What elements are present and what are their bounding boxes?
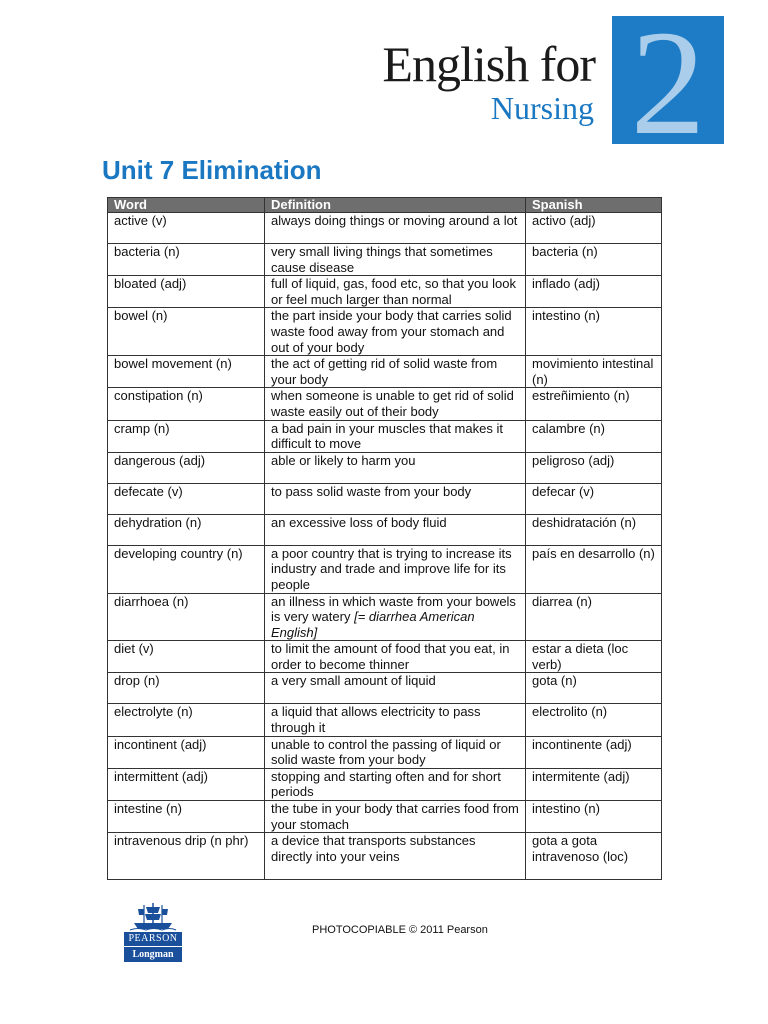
book-title: English for (382, 36, 595, 92)
word-cell: bowel movement (n) (108, 356, 265, 388)
word-cell: bacteria (n) (108, 244, 265, 276)
spanish-cell: electrolito (n) (526, 704, 662, 736)
word-cell: drop (n) (108, 673, 265, 704)
spanish-cell: gota a gota intravenoso (loc) (526, 833, 662, 880)
table-row (108, 213, 662, 244)
word-cell: bowel (n) (108, 308, 265, 356)
definition-cell: very small living things that sometimes cause disease (265, 244, 526, 276)
word-cell: constipation (n) (108, 388, 265, 420)
table-row (108, 641, 662, 673)
table-row (108, 483, 662, 514)
spanish-cell: diarrea (n) (526, 593, 662, 641)
table-row (108, 244, 662, 276)
definition-cell: the tube in your body that carries food from your stomach (265, 801, 526, 833)
definition-cell: full of liquid, gas, food etc, so that you look or feel much larger than normal (265, 276, 526, 308)
definition-cell: unable to control the passing of liquid or solid waste from your body (265, 736, 526, 768)
word-cell: dangerous (adj) (108, 452, 265, 483)
table-row (108, 308, 662, 356)
table-row (108, 388, 662, 420)
header-definition: Definition (265, 198, 526, 213)
volume-badge (612, 16, 724, 144)
copyright-text: PHOTOCOPIABLE © 2011 Pearson (312, 924, 488, 936)
definition-cell: a device that transports substances directly into your veins (265, 833, 526, 880)
word-cell: developing country (n) (108, 545, 265, 593)
table-row (108, 420, 662, 452)
spanish-cell: inflado (adj) (526, 276, 662, 308)
glossary-table (107, 197, 662, 880)
definition-cell: an excessive loss of body fluid (265, 514, 526, 545)
table-row (108, 545, 662, 593)
book-subtitle: Nursing (490, 90, 594, 126)
spanish-cell: calambre (n) (526, 420, 662, 452)
table-row (108, 736, 662, 768)
definition-cell: always doing things or moving around a lot (265, 213, 526, 244)
spanish-cell: peligroso (adj) (526, 452, 662, 483)
definition-cell: the act of getting rid of solid waste from your body (265, 356, 526, 388)
word-cell: bloated (adj) (108, 276, 265, 308)
definition-note: [= diarrhea American English] (271, 609, 475, 640)
spanish-cell: estar a dieta (loc verb) (526, 641, 662, 673)
spanish-cell: defecar (v) (526, 483, 662, 514)
word-cell: active (v) (108, 213, 265, 244)
table-row (108, 704, 662, 736)
spanish-cell: intestino (n) (526, 308, 662, 356)
word-cell: intermittent (adj) (108, 768, 265, 800)
word-cell: dehydration (n) (108, 514, 265, 545)
definition-cell: a bad pain in your muscles that makes it difficult to move (265, 420, 526, 452)
spanish-cell: estreñimiento (n) (526, 388, 662, 420)
definition-cell: to limit the amount of food that you eat, in order to become thinner (265, 641, 526, 673)
definition-cell: to pass solid waste from your body (265, 483, 526, 514)
word-cell: intestine (n) (108, 801, 265, 833)
word-cell: electrolyte (n) (108, 704, 265, 736)
header-spanish: Spanish (526, 198, 662, 213)
table-row (108, 801, 662, 833)
word-cell: intravenous drip (n phr) (108, 833, 265, 880)
definition-cell: stopping and starting often and for short periods (265, 768, 526, 800)
word-cell: defecate (v) (108, 483, 265, 514)
table-row (108, 768, 662, 800)
definition-cell: able or likely to harm you (265, 452, 526, 483)
unit-title: Unit 7 Elimination (102, 155, 322, 185)
logo-longman: Longman (124, 947, 182, 962)
table-row (108, 593, 662, 641)
table-header-row (108, 198, 662, 213)
table-row (108, 514, 662, 545)
volume-number: 2 (630, 16, 706, 144)
spanish-cell: gota (n) (526, 673, 662, 704)
header-word: Word (108, 198, 265, 213)
word-cell: incontinent (adj) (108, 736, 265, 768)
table-row (108, 356, 662, 388)
spanish-cell: movimiento intestinal (n) (526, 356, 662, 388)
spanish-cell: incontinente (adj) (526, 736, 662, 768)
spanish-cell: activo (adj) (526, 213, 662, 244)
spanish-cell: bacteria (n) (526, 244, 662, 276)
definition-cell: a very small amount of liquid (265, 673, 526, 704)
table-row (108, 452, 662, 483)
definition-text: an illness in which waste from your bowels is very watery (271, 593, 516, 625)
definition-cell (265, 593, 526, 641)
table-row (108, 833, 662, 880)
table-row (108, 276, 662, 308)
word-cell: diarrhoea (n) (108, 593, 265, 641)
spanish-cell: intestino (n) (526, 801, 662, 833)
ship-icon (124, 900, 182, 932)
spanish-cell: país en desarrollo (n) (526, 545, 662, 593)
logo-pearson: PEARSON (124, 932, 182, 946)
word-cell: cramp (n) (108, 420, 265, 452)
spanish-cell: intermitente (adj) (526, 768, 662, 800)
table-row (108, 673, 662, 704)
pearson-longman-logo (124, 900, 182, 964)
definition-cell: a poor country that is trying to increase its industry and trade and improve life for its people (265, 545, 526, 593)
definition-cell: the part inside your body that carries solid waste food away from your stomach and out of your body (265, 308, 526, 356)
definition-cell: a liquid that allows electricity to pass through it (265, 704, 526, 736)
spanish-cell: deshidratación (n) (526, 514, 662, 545)
definition-cell: when someone is unable to get rid of solid waste easily out of their body (265, 388, 526, 420)
word-cell: diet (v) (108, 641, 265, 673)
